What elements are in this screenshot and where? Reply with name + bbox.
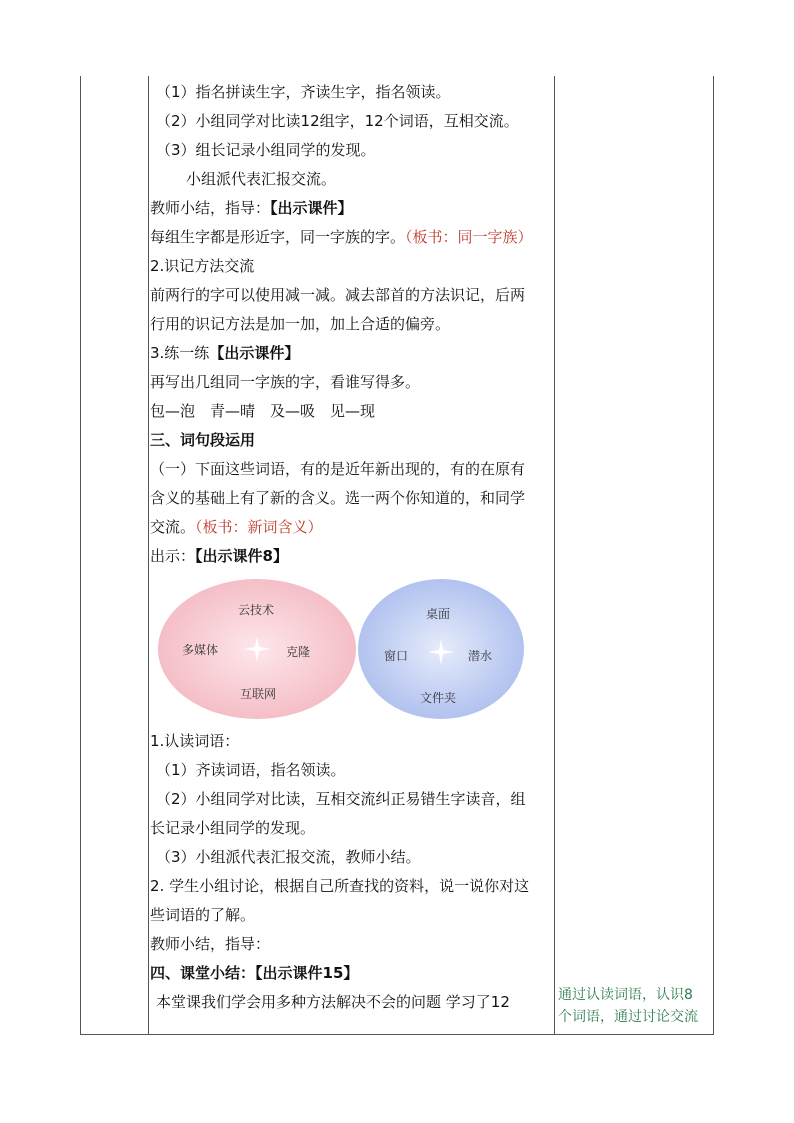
- courseware-tag: 【出示课件】: [270, 199, 353, 217]
- oval-word: 文件夹: [420, 691, 457, 705]
- sub-question: 含义的基础上有了新的含义。选一两个你知道的，和同学: [150, 489, 526, 507]
- discuss-step: 2. 学生小组讨论，根据自己所查找的资料，说一说你对这: [150, 877, 530, 895]
- lesson-content: [150, 78, 552, 1017]
- method-body: 行用的识记方法是加一加，加上合适的偏旁。: [150, 315, 451, 333]
- oval-word: 桌面: [426, 607, 451, 621]
- table-border-right: [713, 76, 714, 1034]
- lesson-line: 小组派代表汇报交流。: [186, 170, 337, 188]
- method-title: 2.识记方法交流: [150, 257, 255, 275]
- section-heading-line: [150, 959, 552, 988]
- table-border-left: [80, 76, 81, 1034]
- oval-word: 窗口: [384, 649, 409, 663]
- board-note: （板书：同一字族）: [405, 228, 533, 246]
- oval-word: 多媒体: [182, 643, 219, 657]
- read-title: 1.认读词语：: [150, 732, 240, 750]
- table-border-col2: [554, 76, 555, 1034]
- practice-examples: 包—泡 青—晴 及—吸 见—现: [150, 402, 376, 420]
- read-step: （1）齐读词语，指名领读。: [156, 761, 346, 779]
- read-step: 长记录小组同学的发现。: [150, 819, 316, 837]
- oval-word: 云技术: [238, 603, 275, 617]
- courseware-tag: 【出示课件15】: [255, 964, 359, 982]
- practice-title: 3.练一练: [150, 344, 210, 362]
- show-prefix: 出示：: [150, 547, 196, 565]
- sub-question: 交流。: [150, 518, 196, 536]
- teacher-summary-line: [150, 194, 552, 223]
- sparkle-icon: [244, 636, 270, 662]
- sub-question: （一）下面这些词语，有的是近年新出现的，有的在原有: [150, 460, 526, 478]
- note-line: 个词语，通过讨论交流: [558, 1009, 698, 1025]
- word-ovals-figure: [150, 571, 552, 727]
- blue-oval: [358, 579, 524, 719]
- courseware-tag: 【出示课件8】: [195, 547, 288, 565]
- table-border-bottom: [80, 1034, 714, 1035]
- discuss-step: 些词语的了解。: [150, 906, 256, 924]
- section-heading: 三、词句段运用: [150, 431, 256, 449]
- practice-title-line: [150, 339, 552, 368]
- table-border-col1: [148, 76, 149, 1034]
- summary-body-line: [150, 223, 552, 252]
- board-note: （板书：新词含义）: [195, 518, 323, 536]
- practice-body: 再写出几组同一字族的字，看谁写得多。: [150, 373, 421, 391]
- read-step: （2）小组同学对比读，互相交流纠正易错生字读音，组: [156, 790, 526, 808]
- courseware-tag: 【出示课件】: [209, 344, 300, 362]
- section-heading: 四、课堂小结：: [150, 964, 256, 982]
- oval-word: 潜水: [468, 649, 493, 663]
- teacher-summary: 教师小结，指导：: [150, 935, 271, 953]
- pink-oval: [158, 579, 356, 719]
- note-line: 通过认读词语，认识8: [558, 987, 693, 1003]
- sub-question-end: [150, 513, 552, 542]
- closing-line: 本堂课我们学会用多种方法解决不会的问题 学习了12: [156, 993, 510, 1011]
- oval-word: 互联网: [240, 687, 277, 701]
- lesson-line: （2）小组同学对比读12组字，12个词语，互相交流。: [156, 112, 519, 130]
- method-body: 前两行的字可以使用减一减。减去部首的方法识记，后两: [150, 286, 526, 304]
- read-step: （3）小组派代表汇报交流，教师小结。: [156, 848, 421, 866]
- summary-body: 每组生字都是形近字，同一字族的字。: [150, 228, 406, 246]
- sparkle-icon: [428, 639, 454, 665]
- design-intent-note: [558, 984, 712, 1028]
- show-line: [150, 542, 552, 571]
- lesson-line: （1）指名拼读生字，齐读生字，指名领读。: [156, 83, 451, 101]
- summary-prefix: 教师小结，指导：: [150, 199, 271, 217]
- oval-word: 克隆: [286, 645, 311, 659]
- lesson-line: （3）组长记录小组同学的发现。: [156, 141, 376, 159]
